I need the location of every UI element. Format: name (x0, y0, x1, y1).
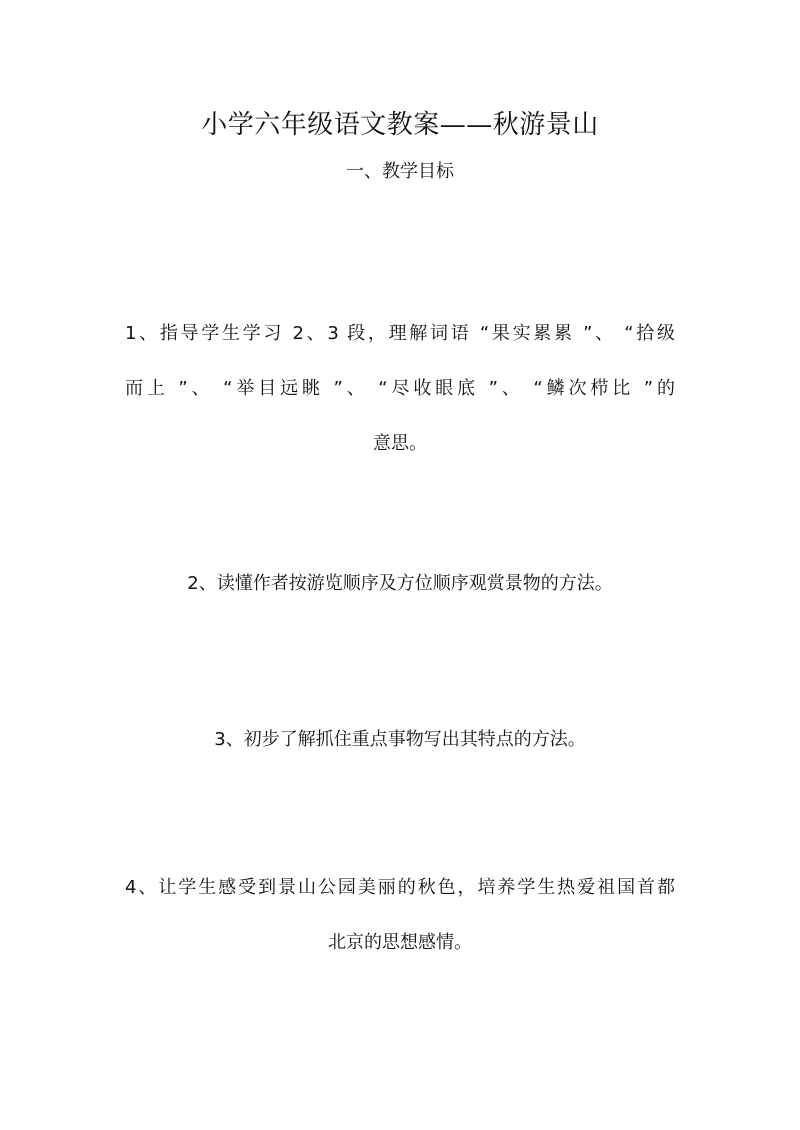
objective-1-line-3: 意思。 (373, 433, 427, 454)
objective-4-line-2: 北京的思想感情。 (328, 932, 472, 953)
objective-4-line-1: 4、让学生感受到景山公园美丽的秋色，培养学生热爱祖国首都 (125, 877, 675, 898)
objective-1 (125, 306, 675, 471)
objective-3 (125, 712, 675, 767)
objective-3-line-1: 3、初步了解抓住重点事物写出其特点的方法。 (214, 729, 586, 750)
objective-4 (125, 860, 675, 970)
objective-2 (125, 556, 675, 611)
section-heading: 一、教学目标 (346, 161, 454, 182)
document-title: 小学六年级语文教案——秋游景山 (201, 110, 599, 140)
objective-2-line-1: 2、读懂作者按游览顺序及方位顺序观赏景物的方法。 (187, 573, 613, 594)
objective-1-line-1: 1、指导学生学习 2、3 段，理解词语 “果实累累 ”、 “拾级 (125, 323, 675, 344)
objective-1-line-2: 而上 ”、 “举目远眺 ”、 “尽收眼底 ”、 “鳞次栉比 ”的 (125, 378, 675, 399)
